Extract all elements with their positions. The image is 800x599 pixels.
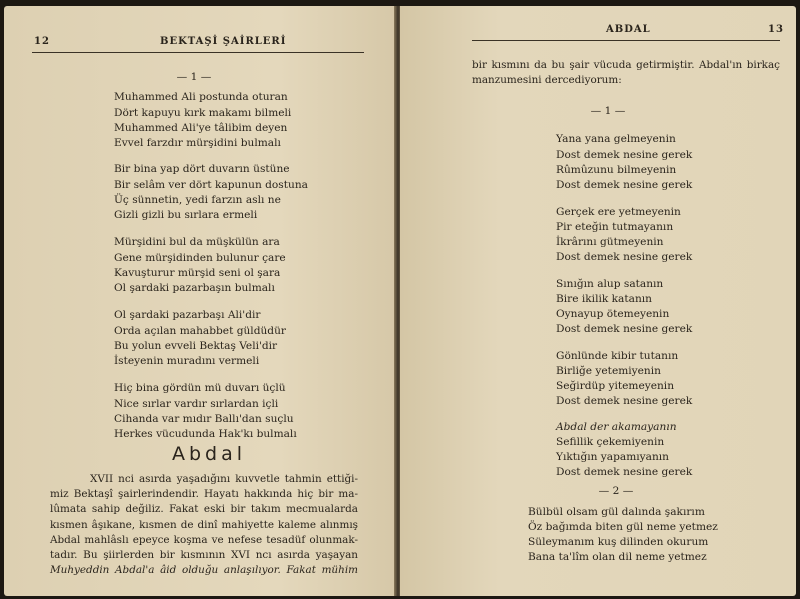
prose-line: Muhyeddin Abdal'a âid olduğu anlaşılıyor. Fakat mühim <box>50 564 358 577</box>
prose-line: lûmata sahip değiliz. Fakat eski bir takım mecmualarda <box>50 503 358 516</box>
poem-line: Yana yana gelmeyenin <box>556 133 676 145</box>
poem-line: Seğirdüp yitemeyenin <box>556 380 675 392</box>
poem-line: Abdal der akamayanın <box>556 421 677 433</box>
poem-line: Birliğe yetemiyenin <box>556 365 661 377</box>
poem-line: İkrârını gütmeyenin <box>556 236 664 248</box>
poem-line: Bir bina yap dört duvarın üstüne <box>114 163 290 175</box>
poem-line: Herkes vücudunda Hak'kı bulmalı <box>114 428 297 440</box>
poem-line: Gene mürşidinden bulunur çare <box>114 252 286 264</box>
poem-line: Dost demek nesine gerek <box>556 149 693 161</box>
poem-line: Rûmûzunu bilmeyenin <box>556 164 677 176</box>
poem-line: Dost demek nesine gerek <box>556 395 693 407</box>
poem-line: Gönlünde kibir tutanın <box>556 350 679 362</box>
right-page-number: 13 <box>768 24 784 35</box>
prose-line: tadır. Bu şiirlerden bir kısmının XVI ncı asırda yaşayan <box>50 549 358 562</box>
right-page <box>400 6 796 596</box>
poem-line: Kavuşturur mürşid seni ol şara <box>114 267 281 279</box>
right-prose <box>472 58 780 88</box>
right-running-head: ABDAL <box>606 24 651 35</box>
left-prose <box>50 472 358 578</box>
poem-line: Pir eteğin tutmayanın <box>556 221 674 233</box>
prose-line: manzumesini dercediyorum: <box>472 74 622 87</box>
poem-line: Bir selâm ver dört kapunun dostuna <box>114 179 308 191</box>
prose-line: miz Bektaşî şairlerindendir. Hayatı hakkında hiç bir ma- <box>50 488 358 501</box>
poem-line: Dost demek nesine gerek <box>556 466 693 478</box>
left-section-marker: — 1 — <box>176 71 212 83</box>
poem-line: Hiç bina gördün mü duvarı üçlü <box>114 382 286 394</box>
poem-line: Evvel farzdır mürşidini bulmalı <box>114 137 281 149</box>
poem-line: Süleymanım kuş dilinden okurum <box>528 536 709 548</box>
poem-line: Bire ikilik katanın <box>556 293 652 305</box>
left-header-rule <box>32 52 364 53</box>
right-section-marker-2: — 2 — <box>598 485 634 497</box>
poem-line: İsteyenin muradını vermeli <box>114 355 260 367</box>
right-section-marker-1: — 1 — <box>590 105 626 117</box>
poem-line: Muhammed Ali postunda oturan <box>114 91 288 103</box>
poem-line: Dost demek nesine gerek <box>556 251 693 263</box>
poem-line: Cihanda var mıdır Ballı'dan suçlu <box>114 413 294 425</box>
left-page <box>4 6 396 596</box>
poem-line: Muhammed Ali'ye tâlibim deyen <box>114 122 288 134</box>
poem-line: Dost demek nesine gerek <box>556 323 693 335</box>
poem-line: Bu yolun evveli Bektaş Veli'dir <box>114 340 278 352</box>
poem-line: Yıktığın yapamıyanın <box>556 451 669 463</box>
poem-line: Mürşidini bul da müşkülün ara <box>114 236 280 248</box>
poem-line: Gerçek ere yetmeyenin <box>556 206 681 218</box>
left-running-head: BEKTAŞİ ŞAİRLERİ <box>160 36 287 47</box>
poem-line: Orda açılan mahabbet güldüdür <box>114 325 286 337</box>
poem-line: Oynayup ötemeyenin <box>556 308 670 320</box>
poem-line: Dört kapuyu kırk makamı bilmeli <box>114 107 292 119</box>
poem-line: Sınığın alup satanın <box>556 278 664 290</box>
prose-line: XVII nci asırda yaşadığını kuvvetle tahmin ettiği- <box>90 473 358 485</box>
poem-line: Bana ta'lîm olan dil neme yetmez <box>528 551 707 563</box>
poem-line: Ol şardaki pazarbaşın bulmalı <box>114 282 275 294</box>
poem-line: Sefillik çekemiyenin <box>556 436 665 448</box>
poem-line: Dost demek nesine gerek <box>556 179 693 191</box>
section-heading: Abdal <box>172 443 247 465</box>
left-page-number: 12 <box>34 36 50 47</box>
right-header-rule <box>472 40 780 41</box>
poem-line: Üç sünnetin, yedi farzın aslı ne <box>114 194 281 206</box>
poem-line: Nice sırlar vardır sırlardan içli <box>114 398 279 410</box>
poem-line: Öz bağımda biten gül neme yetmez <box>528 521 718 533</box>
prose-line: Abdal mahlâslı epeyce koşma ve nefese tesadüf olunmak- <box>50 533 358 546</box>
poem-line: Ol şardaki pazarbaşı Ali'dir <box>114 309 261 321</box>
poem-line: Bülbül olsam gül dalında şakırım <box>528 506 705 518</box>
prose-line: bir kısmını da bu şair vücuda getirmiştir. Abdal'ın birkaç <box>472 59 780 71</box>
prose-line: kısmen âşıkane, kısmen de dinî mahiyette kaleme alınmış <box>50 518 358 531</box>
poem-line: Gizli gizli bu sırlara ermeli <box>114 209 258 221</box>
